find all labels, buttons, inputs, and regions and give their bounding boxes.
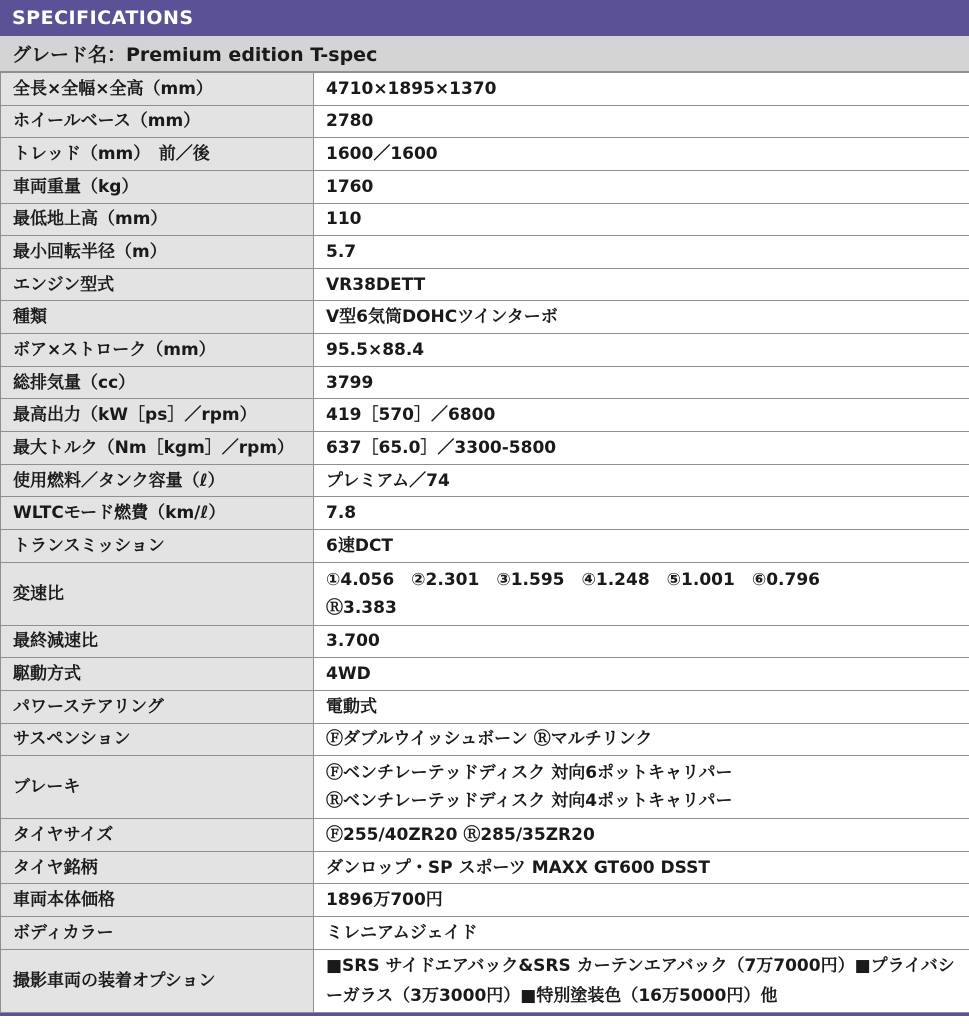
spec-value: V型6気筒DOHCツインターボ xyxy=(314,301,969,334)
spec-value: 3799 xyxy=(314,366,969,399)
spec-value: Ⓕ255/40ZR20 Ⓡ285/35ZR20 xyxy=(314,819,969,852)
header-title: SPECIFICATIONS xyxy=(12,7,194,29)
table-row xyxy=(1,497,969,530)
spec-label: 変速比 xyxy=(1,562,314,625)
spec-value-line: Ⓡベンチレーテッドディスク 対向4ポットキャリパー xyxy=(326,791,733,812)
table-row xyxy=(1,562,969,625)
spec-label: トレッド（mm） 前／後 xyxy=(1,138,314,171)
table-row xyxy=(1,658,969,691)
spec-value: 419［570］／6800 xyxy=(314,399,969,432)
table-row xyxy=(1,268,969,301)
spec-label: WLTCモード燃費（km/ℓ） xyxy=(1,497,314,530)
spec-value: ■SRS サイドエアバック&SRS カーテンエアバック（7万7000円）■プライバシーガラス（3万3000円）■特別塗装色（16万5000円）他 xyxy=(314,949,969,1012)
spec-value: ミレニアムジェイド xyxy=(314,917,969,950)
spec-value: 3.700 xyxy=(314,625,969,658)
spec-value: VR38DETT xyxy=(314,268,969,301)
spec-label: 最終減速比 xyxy=(1,625,314,658)
table-row xyxy=(1,529,969,562)
spec-value xyxy=(314,562,969,625)
spec-value: 4710×1895×1370 xyxy=(314,73,969,106)
spec-label: 総排気量（cc） xyxy=(1,366,314,399)
spec-value-line: Ⓡ3.383 xyxy=(326,597,397,618)
spec-label: ボア×ストローク（mm） xyxy=(1,334,314,367)
spec-value: 1896万700円 xyxy=(314,884,969,917)
spec-value: 電動式 xyxy=(314,690,969,723)
table-row xyxy=(1,851,969,884)
spec-table xyxy=(0,72,969,1013)
spec-value: 637［65.0］／3300-5800 xyxy=(314,432,969,465)
spec-value xyxy=(314,756,969,819)
bottom-bar xyxy=(0,1013,969,1016)
spec-label: 最低地上高（mm） xyxy=(1,203,314,236)
spec-label: 車両本体価格 xyxy=(1,884,314,917)
table-row xyxy=(1,334,969,367)
table-row xyxy=(1,399,969,432)
table-row xyxy=(1,949,969,1012)
spec-value-line: Ⓕベンチレーテッドディスク 対向6ポットキャリパー xyxy=(326,763,733,784)
table-row xyxy=(1,723,969,756)
spec-label: サスペンション xyxy=(1,723,314,756)
spec-value: 1600／1600 xyxy=(314,138,969,171)
spec-label: ボディカラー xyxy=(1,917,314,950)
spec-value: ダンロップ・SP スポーツ MAXX GT600 DSST xyxy=(314,851,969,884)
spec-value: 95.5×88.4 xyxy=(314,334,969,367)
table-row xyxy=(1,432,969,465)
spec-value: 2780 xyxy=(314,105,969,138)
table-row xyxy=(1,203,969,236)
spec-label: パワーステアリング xyxy=(1,690,314,723)
spec-label: ブレーキ xyxy=(1,756,314,819)
spec-label: エンジン型式 xyxy=(1,268,314,301)
table-row xyxy=(1,236,969,269)
spec-value: Ⓕダブルウイッシュボーン Ⓡマルチリンク xyxy=(314,723,969,756)
spec-value: 6速DCT xyxy=(314,529,969,562)
grade-name: グレード名：Premium edition T-spec xyxy=(0,36,969,72)
table-row xyxy=(1,105,969,138)
spec-value: 4WD xyxy=(314,658,969,691)
spec-value: 110 xyxy=(314,203,969,236)
table-row xyxy=(1,625,969,658)
table-row xyxy=(1,884,969,917)
table-row xyxy=(1,819,969,852)
table-row xyxy=(1,138,969,171)
spec-label: 最小回転半径（m） xyxy=(1,236,314,269)
table-row xyxy=(1,301,969,334)
spec-label: トランスミッション xyxy=(1,529,314,562)
table-row xyxy=(1,464,969,497)
spec-label: 最大トルク（Nm［kgm］／rpm） xyxy=(1,432,314,465)
spec-label: タイヤサイズ xyxy=(1,819,314,852)
spec-value: プレミアム／74 xyxy=(314,464,969,497)
spec-value-line: ①4.056 ②2.301 ③1.595 ④1.248 ⑤1.001 ⑥0.796 xyxy=(326,569,820,590)
spec-label: 全長×全幅×全高（mm） xyxy=(1,73,314,106)
spec-label: 最高出力（kW［ps］／rpm） xyxy=(1,399,314,432)
spec-label: 駆動方式 xyxy=(1,658,314,691)
table-row xyxy=(1,917,969,950)
table-row xyxy=(1,690,969,723)
spec-value: 5.7 xyxy=(314,236,969,269)
spec-label: 車両重量（kg） xyxy=(1,170,314,203)
spec-label: 撮影車両の装着オプション xyxy=(1,949,314,1012)
spec-label: 使用燃料／タンク容量（ℓ） xyxy=(1,464,314,497)
spec-label: タイヤ銘柄 xyxy=(1,851,314,884)
table-row xyxy=(1,366,969,399)
spec-label: 種類 xyxy=(1,301,314,334)
spec-label: ホイールベース（mm） xyxy=(1,105,314,138)
table-row xyxy=(1,73,969,106)
spec-value: 1760 xyxy=(314,170,969,203)
specifications-header xyxy=(0,0,969,36)
table-row xyxy=(1,756,969,819)
spec-value: 7.8 xyxy=(314,497,969,530)
table-row xyxy=(1,170,969,203)
